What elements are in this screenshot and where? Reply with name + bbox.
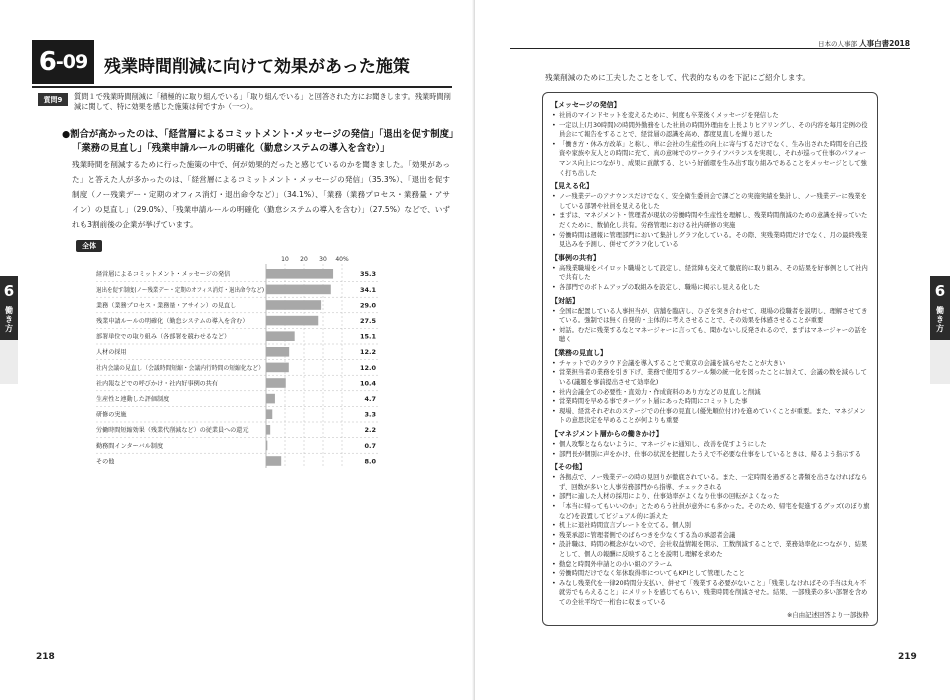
examples-section-heading: 【マネジメント層からの働きかけ】 xyxy=(551,430,663,439)
side-tab-label: 働き方 xyxy=(935,306,945,333)
bar xyxy=(266,456,281,466)
examples-list-item: • 一定以上(月30時間)の時間外勤務をした社員の時間外理由を上長よりヒアリングし、その内容を毎月定例の役員会にて報告をすることで、経営層の認識を高め、都度見直しを繰り返した xyxy=(551,121,871,140)
examples-list-item: • 部門長が個別に声をかけ、仕事の状況を把握したうえで不必要な仕事をしているときは、帰るよう指示する xyxy=(551,450,871,460)
x-tick-label: 40% xyxy=(335,256,349,263)
examples-list-item: • 残業承認に管理者側でのばらつきを少なくする為の承認者会議 xyxy=(551,531,871,541)
value-label: 29.0 xyxy=(359,301,376,310)
examples-list-item: • 営業時間を早める事でターゲット層にあった時間にコミットした事 xyxy=(551,397,871,407)
side-tab-label: 働き方 xyxy=(4,306,14,333)
bar xyxy=(266,394,275,404)
examples-section-heading: 【その他】 xyxy=(551,463,586,472)
examples-list-item: • 高残業職場をパイロット職場として設定し、経営陣も交えて徹底的に取り組み、その結果を好事例として社内で共有した xyxy=(551,264,871,283)
bar xyxy=(266,378,286,388)
bar xyxy=(266,347,289,357)
question-text: 質問１で残業時間削減に「積極的に取り組んでいる」「取り組んでいる」と回答された方にお聞きします。残業時間削減に関して、特に効果を感じた施策は何ですか（一つ）。 xyxy=(74,92,451,111)
chart-title: 全体 xyxy=(76,240,102,252)
category-label: 部署単位での取り組み（各部署を競わせるなど） xyxy=(96,333,229,341)
side-tab-left-fade xyxy=(0,340,18,384)
examples-section-heading: 【業務の見直し】 xyxy=(551,348,607,357)
value-label: 10.4 xyxy=(359,379,376,388)
section-sub-number: -09 xyxy=(55,51,88,73)
x-tick-label: 30 xyxy=(319,256,327,263)
value-label: 34.1 xyxy=(359,285,376,294)
side-tab-number: 6 xyxy=(934,282,946,300)
intro-text: 残業削減のために工夫したことをして、代表的なものを下記にご紹介します。 xyxy=(545,73,811,82)
examples-sections xyxy=(551,100,871,608)
section-divider xyxy=(32,86,452,88)
running-header-bold: 人事白書2018 xyxy=(859,39,910,48)
examples-list-item: • 社員のマインドセットを変えるために、何度も卒業後くメッセージを発信した xyxy=(551,111,871,121)
examples-section xyxy=(551,462,871,607)
examples-list-item: • 全国に配置している人事担当が、店舗を臨店し、ひざを突き合わせて、現場の役職者を説明し、理解させてきている。強制では無く自発的・主体的に考えさせることで、その効果を体感させることが重要 xyxy=(551,307,871,326)
examples-section xyxy=(551,253,871,293)
examples-list-item: • 営業担当者の業務を引き下げ、業務で使用するツール類の統一化を図ったことに加えて、会議の数を減らしている(議題を事前提出させて効率化) xyxy=(551,368,871,387)
headline-line-1: ●割合が高かったのは、「経営層によるコミットメント･メッセージの発信」「退出を促す制度」 xyxy=(62,129,459,140)
examples-list-item: • 部門に適した人材の採用により、仕事効率がよくなり仕事の回転がよくなった xyxy=(551,492,871,502)
category-label: 人材の採用 xyxy=(96,349,127,357)
category-label: 退出を促す制度(ノー残業デー・定期のオフィス消灯・退出命令など) xyxy=(96,286,280,294)
examples-list-item: • みなし残業代を一律20時間分支払い、併せて「残業する必要がないこと」「残業しなければその手当は丸々不就労でもらえること」にメリットを感じてもらい、残業時間を削減させた。結果、一部残業の多い部署を含めての全社平均で一桁台に収まっている xyxy=(551,579,871,608)
side-tab-right xyxy=(930,276,950,340)
category-label: 労働時間短縮効果（残業代削減など）の従業員への還元 xyxy=(96,427,247,435)
category-label: 社内会議の見直し（会議時間短縮・会議内行時間の短縮化など） xyxy=(96,364,271,372)
body-text: 残業時間を削減するために行った施策の中で、何が効果的だったと感じているのかを聞きました。「効果があった」と答えた人が多かったのは、「経営層によるコミットメント・メッセージの発信」（35.3%）、「退出を促す制度（ノー残業デー・定期のオフィス消灯・退出命令など）」（34.1%）、「業務（業務プロセス・業務量・アサイン）の見直し」（29.0%）、「残業申請ルールの明確化（勤怠システムの導入を含む）」（27.5%）などで、いずれも3割前後の企業が挙げています。 xyxy=(72,160,450,229)
examples-list-item: • 個人攻撃とならないように、マネージャに通知し、改善を促すようにした xyxy=(551,440,871,450)
examples-list-item: • 各部門でのボトムアップの取組みを設定し、職場に掲示し見える化した xyxy=(551,283,871,293)
side-tab-number: 6 xyxy=(3,282,15,300)
side-tab-right-fade xyxy=(930,340,950,384)
question-tag: 質問9 xyxy=(38,93,68,106)
examples-list-item: • 現場、経営それぞれのステージでの仕事の見直し(優先順位付け)を進めていくことが重要。また、マネジメントの意思決定を早めることが何よりも重要 xyxy=(551,407,871,426)
examples-list-item: • ノー残業デーのアナウンスだけでなく、安全衛生委員会で課ごとの実施実績を集計し、ノー残業デーに残業をしている部署や社員を見える化した xyxy=(551,192,871,211)
section-number: 6 xyxy=(38,47,56,77)
examples-list-item: • 対話。むだに残業するなとマネージャーに言っても、聞かないし反発されるので、まずはマネージャーの話を聴く xyxy=(551,326,871,345)
category-label: 社内報などでの呼びかけ・社内好事例の共有 xyxy=(96,380,217,388)
x-tick-label: 20 xyxy=(300,256,308,263)
bar xyxy=(266,269,333,279)
examples-section-heading: 【見える化】 xyxy=(551,182,593,191)
examples-list-item: • まずは、マネジメント・管理者が現状の労働時間や生産性を理解し、残業時間削減のための意識を持っていただくために、数値化し共有。労務管理における社内研修の実施 xyxy=(551,211,871,230)
value-label: 27.5 xyxy=(359,317,376,325)
chart-svg xyxy=(88,252,384,468)
value-label: 3.3 xyxy=(364,410,376,419)
examples-section xyxy=(551,100,871,178)
examples-list-item: • 勤怠と時間外申請との小い組のアラーム xyxy=(551,560,871,570)
section-title: 残業時間削減に向けて効果があった施策 xyxy=(104,57,410,77)
bar-chart xyxy=(88,252,384,468)
value-label: 4.7 xyxy=(364,395,376,403)
category-label: その他 xyxy=(96,458,115,466)
value-label: 0.7 xyxy=(364,441,376,450)
examples-section-heading: 【事例の共有】 xyxy=(551,253,600,262)
value-label: 12.0 xyxy=(359,363,376,372)
page-number-right: 219 xyxy=(898,652,917,662)
x-tick-label: 10 xyxy=(281,256,289,263)
value-label: 12.2 xyxy=(359,348,376,357)
value-label: 2.2 xyxy=(364,426,376,435)
value-label: 8.0 xyxy=(364,457,376,466)
examples-box xyxy=(542,92,878,626)
examples-list-item: • 労働時間だけでなく年休取得率についてもKPIとして管理したこと xyxy=(551,569,871,579)
bar xyxy=(266,409,272,419)
value-label: 35.3 xyxy=(359,270,376,279)
category-label: 経営層によるコミットメント・メッセージの発信 xyxy=(96,271,228,279)
examples-section xyxy=(551,296,871,345)
bar xyxy=(266,425,270,435)
examples-list-item: • 社内会議全ての必要性・直効力・作成資料のあり方などの見直しと削減 xyxy=(551,388,871,398)
examples-section-heading: 【対話】 xyxy=(551,296,579,305)
side-tab-left xyxy=(0,276,18,340)
bar xyxy=(266,441,267,451)
examples-list-item: • 「本当に帰ってもいいのか」とためらう社員が意外にも多かった。そのため、帰宅を促進するグッズ(のぼり旗など)を設置してビジュアル的に訴えた xyxy=(551,502,871,521)
examples-section xyxy=(551,429,871,459)
running-header-rule xyxy=(510,48,910,49)
bar xyxy=(266,316,318,326)
bar xyxy=(266,363,289,373)
examples-section xyxy=(551,348,871,426)
examples-list-item: • チャットでのクラウド会議を導入することで東京の会議を減らせたことが大きい xyxy=(551,359,871,369)
bar xyxy=(266,300,321,310)
examples-list-item: • 「働き方・休み方改革」と称し、単に会社の生産性の向上に寄与するだけでなく、生み出された時間を自己投資や家族や友人との時間に充て、真の意味でのワークライフバランスを実現し、それが巡って仕事のパフォーマンス向上につながり、成果に貢献する、という好循環を生み出す取り組みであることをメッセージとして強く打ち出した xyxy=(551,140,871,178)
page-number-left: 218 xyxy=(36,652,55,662)
examples-section xyxy=(551,181,871,250)
bar xyxy=(266,285,331,295)
category-label: 業務（業務プロセス・業務量・アサイン）の見直し xyxy=(96,302,234,310)
examples-list-item: • 机上に退社時間宣言プレートを立てる。個人別 xyxy=(551,521,871,531)
headline xyxy=(62,128,462,156)
section-number-badge xyxy=(32,40,94,84)
category-label: 研修の実施 xyxy=(96,411,127,419)
bar xyxy=(266,331,295,341)
category-label: 残業申請ルールの明確化（勤怠システムの導入を含む） xyxy=(96,318,246,325)
category-label: 勤務間インターバル制度 xyxy=(96,442,162,450)
source-note: ※自由記述回答より一部抜粋 xyxy=(786,611,869,619)
value-label: 15.1 xyxy=(359,332,376,341)
headline-line-2: 「業務の見直し」「残業申請ルールの明確化（勤怠システムの導入を含む）」 xyxy=(72,143,390,154)
running-header-small: 日本の人事部 xyxy=(818,40,858,48)
examples-section-heading: 【メッセージの発信】 xyxy=(551,101,621,109)
examples-list-item: • 各拠点で、ノー残業デーの時の見回りが徹底されている。また、一定時間を過ぎると書類を出さなければならず、回数が多いと人事労務部門から指導、チェックされる xyxy=(551,473,871,492)
examples-list-item: • 労働時間は週報に管理部門において集計しグラフ化している。その際、実残業時間だけでなく、月の最終残業見込みを予測し、併せてグラフ化している xyxy=(551,231,871,250)
category-label: 生産性と連動した評価制度 xyxy=(96,396,169,403)
examples-list-item: • 設計職は、時間の概念がないので、会社収益情報を開示、工数削減することで、業務効率化につながり、結果として、個人の報酬に反映することを説明し理解を求めた xyxy=(551,540,871,559)
